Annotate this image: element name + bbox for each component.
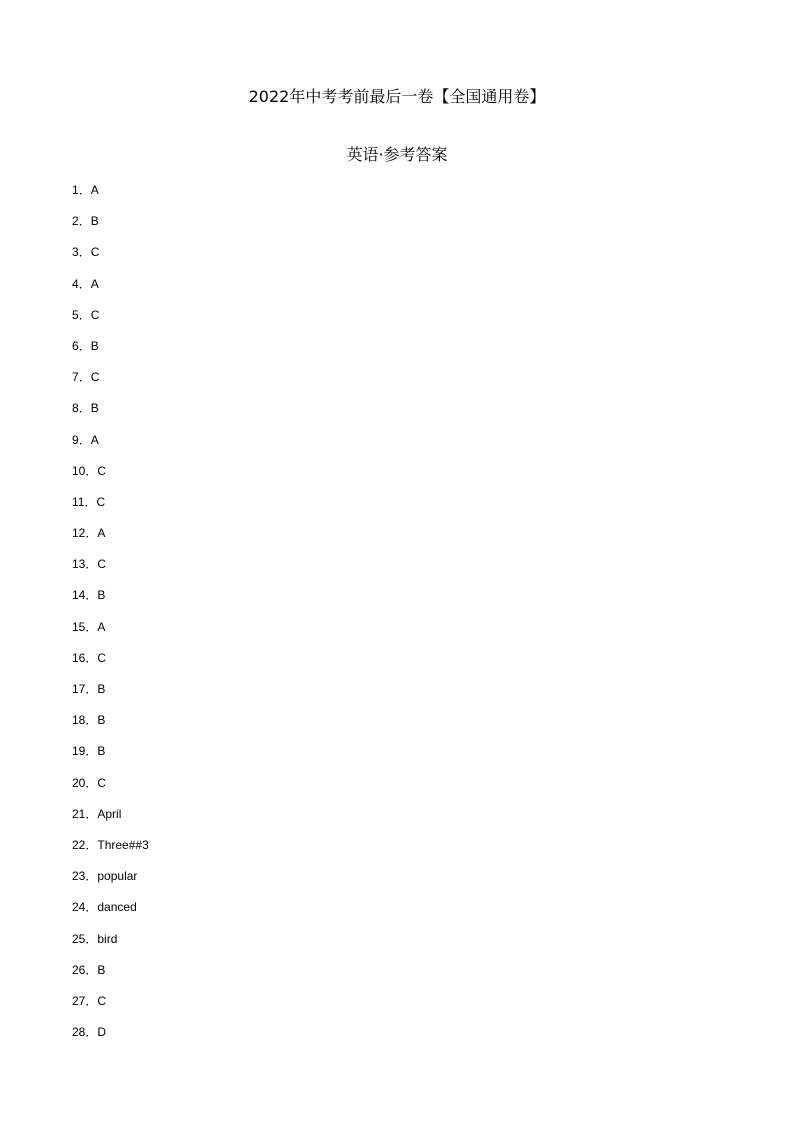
answer-number: 27: [72, 993, 86, 1008]
answer-value: C: [90, 370, 100, 385]
answer-value: bird: [97, 931, 118, 946]
answer-item: [72, 401, 149, 432]
answer-item: [72, 526, 149, 557]
answer-separator: ．: [85, 837, 98, 852]
answer-separator: ．: [85, 931, 98, 946]
page-subtitle: 英语·参考答案: [346, 145, 448, 164]
answer-value: C: [90, 245, 100, 260]
answer-separator: ．: [85, 588, 98, 603]
answer-separator: ．: [78, 183, 91, 197]
answer-number: 22: [72, 837, 86, 852]
answer-item: [72, 370, 149, 401]
answer-value: D: [97, 1025, 107, 1040]
answer-item: [72, 744, 149, 775]
answer-value: April: [97, 806, 122, 821]
answer-number: 2: [72, 214, 79, 229]
answer-item: [72, 277, 149, 308]
answer-value: B: [97, 713, 106, 728]
answer-value: A: [97, 526, 106, 541]
answer-value: C: [97, 650, 107, 665]
answer-separator: ．: [85, 900, 98, 915]
answer-separator: ．: [85, 962, 98, 977]
answer-number: 9: [72, 432, 79, 447]
answer-item: [72, 183, 149, 214]
answer-value: B: [97, 962, 106, 977]
answer-separator: ．: [78, 245, 91, 260]
answer-item: [72, 900, 149, 931]
answer-value: B: [97, 588, 106, 603]
answer-number: 25: [72, 931, 86, 946]
answer-value: A: [97, 619, 106, 634]
answer-number: 11: [72, 494, 85, 509]
answer-number: 15: [72, 619, 86, 634]
answer-number: 19: [72, 744, 86, 759]
answer-separator: ．: [85, 1025, 98, 1040]
answer-separator: ．: [85, 619, 98, 634]
answer-item: [72, 932, 149, 963]
answer-number: 24: [72, 900, 86, 915]
answer-separator: ．: [85, 682, 98, 696]
answer-separator: ．: [85, 744, 98, 759]
answer-number: 12: [72, 526, 86, 541]
answer-value: A: [90, 183, 99, 197]
answer-value: B: [90, 401, 99, 416]
answer-list: [72, 183, 149, 1056]
answer-item: [72, 433, 149, 464]
answer-value: C: [97, 993, 107, 1008]
answer-separator: ．: [78, 338, 91, 353]
answer-number: 6: [72, 338, 79, 353]
answer-separator: ．: [85, 713, 98, 728]
answer-value: C: [90, 307, 100, 322]
answer-item: [72, 838, 149, 869]
answer-value: C: [97, 463, 107, 478]
answer-number: 8: [72, 401, 79, 416]
answer-separator: ．: [78, 370, 91, 385]
answer-separator: ．: [85, 806, 98, 821]
answer-separator: ．: [85, 775, 98, 790]
answer-value: B: [90, 338, 99, 353]
answer-item: [72, 651, 149, 682]
answer-value: Three##3: [97, 837, 149, 852]
page-title: 2022年中考考前最后一卷【全国通用卷】: [248, 87, 546, 106]
answer-number: 18: [72, 713, 86, 728]
answer-value: popular: [97, 869, 138, 884]
answer-separator: ．: [85, 993, 98, 1008]
answer-number: 3: [72, 245, 79, 260]
answer-item: [72, 807, 149, 838]
answer-value: B: [97, 744, 106, 759]
answer-item: [72, 869, 149, 900]
answer-separator: ．: [85, 463, 98, 478]
answer-separator: ．: [78, 276, 91, 291]
answer-item: [72, 245, 149, 276]
answer-number: 17: [72, 682, 86, 696]
answer-number: 28: [72, 1025, 86, 1040]
answer-number: 7: [72, 370, 79, 385]
answer-value: B: [97, 682, 106, 696]
answer-number: 23: [72, 869, 86, 884]
answer-item: [72, 713, 149, 744]
answer-value: A: [90, 432, 99, 447]
answer-number: 20: [72, 775, 86, 790]
answer-item: [72, 963, 149, 994]
answer-item: [72, 776, 149, 807]
answer-number: 5: [72, 307, 79, 322]
answer-separator: ．: [85, 650, 98, 665]
answer-number: 16: [72, 650, 86, 665]
answer-separator: ．: [85, 526, 98, 541]
answer-item: [72, 214, 149, 245]
answer-number: 1: [72, 183, 79, 197]
answer-number: 26: [72, 962, 86, 977]
answer-item: [72, 308, 149, 339]
answer-item: [72, 464, 149, 495]
answer-item: [72, 1025, 149, 1056]
answer-value: C: [97, 775, 107, 790]
answer-number: 14: [72, 588, 86, 603]
answer-item: [72, 620, 149, 651]
answer-separator: ．: [85, 869, 98, 884]
answer-value: B: [90, 214, 99, 229]
answer-separator: ．: [78, 214, 91, 229]
answer-separator: ．: [78, 432, 91, 447]
answer-separator: ．: [85, 557, 98, 572]
answer-item: [72, 339, 149, 370]
answer-number: 10: [72, 463, 86, 478]
answer-number: 13: [72, 557, 86, 572]
answer-separator: ．: [78, 401, 91, 416]
answer-value: C: [97, 557, 107, 572]
answer-number: 21: [72, 806, 86, 821]
answer-value: A: [90, 276, 99, 291]
answer-item: [72, 994, 149, 1025]
answer-item: [72, 588, 149, 619]
answer-item: [72, 557, 149, 588]
answer-value: C: [96, 494, 106, 509]
answer-item: [72, 495, 149, 526]
answer-number: 4: [72, 276, 79, 291]
answer-item: [72, 682, 149, 713]
answer-separator: ．: [78, 307, 91, 322]
answer-value: danced: [97, 900, 137, 915]
answer-separator: ．: [84, 494, 97, 509]
